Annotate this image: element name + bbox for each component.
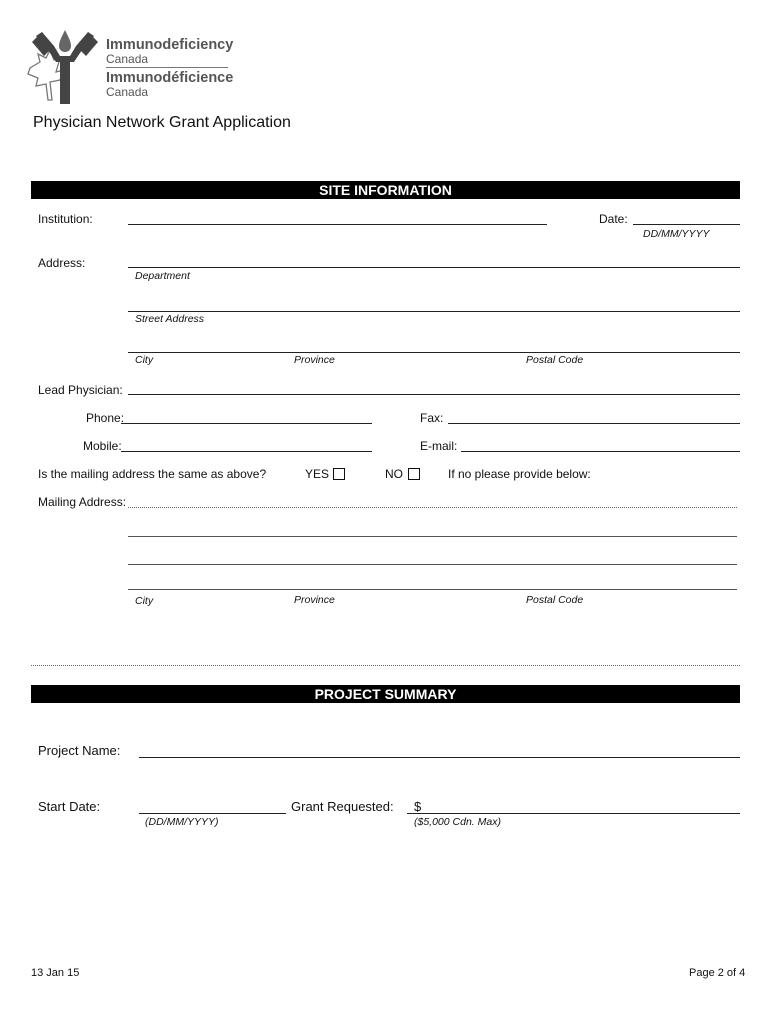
mailing-address-line-3[interactable] bbox=[128, 564, 737, 565]
dollar-sign: $ bbox=[414, 799, 422, 814]
phone-field[interactable] bbox=[121, 423, 372, 424]
section-header-project-summary: PROJECT SUMMARY bbox=[31, 685, 740, 703]
footer-page-number: Page 2 of 4 bbox=[689, 967, 746, 979]
logo-text-immunodeficience: Immunodéficience bbox=[106, 70, 234, 86]
mailing-same-question: Is the mailing address the same as above? bbox=[38, 467, 267, 481]
mailing-postal-code-hint: Postal Code bbox=[526, 594, 584, 606]
mailing-address-line-2[interactable] bbox=[128, 536, 737, 537]
grant-amount-field[interactable] bbox=[407, 813, 740, 814]
logo-text-canada-fr: Canada bbox=[106, 85, 149, 99]
mailing-address-label: Mailing Address: bbox=[38, 495, 127, 509]
email-field[interactable] bbox=[461, 451, 740, 452]
mobile-field[interactable] bbox=[121, 451, 372, 452]
grant-max-hint: ($5,000 Cdn. Max) bbox=[414, 816, 501, 828]
lead-physician-field[interactable] bbox=[128, 394, 740, 395]
lead-physician-label: Lead Physician: bbox=[38, 383, 123, 397]
mailing-address-line-4[interactable] bbox=[128, 589, 737, 590]
street-address-hint: Street Address bbox=[135, 313, 205, 325]
logo-text-immunodeficiency: Immunodeficiency bbox=[106, 37, 234, 53]
logo-text-canada-en: Canada bbox=[106, 52, 149, 66]
logo bbox=[26, 28, 236, 104]
fax-label: Fax: bbox=[420, 411, 444, 425]
date-label: Date: bbox=[599, 212, 628, 226]
address-label: Address: bbox=[38, 256, 86, 270]
footer-date: 13 Jan 15 bbox=[31, 967, 80, 979]
mailing-address-line-1[interactable] bbox=[128, 507, 737, 508]
province-hint: Province bbox=[294, 354, 335, 366]
mobile-label: Mobile: bbox=[83, 439, 122, 453]
no-checkbox[interactable] bbox=[408, 468, 420, 480]
immunodeficiency-logo-icon bbox=[26, 28, 106, 104]
project-name-label: Project Name: bbox=[38, 743, 121, 758]
date-format-hint: DD/MM/YYYY bbox=[643, 228, 710, 240]
phone-label: Phone: bbox=[86, 411, 125, 425]
section-divider bbox=[31, 665, 740, 666]
email-label: E-mail: bbox=[420, 439, 458, 453]
mailing-province-hint: Province bbox=[294, 594, 335, 606]
department-field[interactable] bbox=[128, 267, 740, 268]
street-address-field[interactable] bbox=[128, 311, 740, 312]
date-field[interactable] bbox=[633, 224, 740, 225]
mailing-city-hint: City bbox=[135, 595, 154, 607]
fax-field[interactable] bbox=[448, 423, 740, 424]
start-date-label: Start Date: bbox=[38, 799, 101, 814]
start-date-format-hint: (DD/MM/YYYY) bbox=[145, 816, 219, 828]
no-label: NO bbox=[385, 467, 403, 481]
grant-requested-label: Grant Requested: bbox=[291, 799, 394, 814]
institution-field[interactable] bbox=[128, 224, 547, 225]
department-hint: Department bbox=[135, 270, 190, 282]
project-name-field[interactable] bbox=[139, 757, 740, 758]
if-no-instruction: If no please provide below: bbox=[448, 467, 591, 481]
city-hint: City bbox=[135, 354, 154, 366]
city-province-postal-field[interactable] bbox=[128, 352, 740, 353]
yes-label: YES bbox=[305, 467, 330, 481]
postal-code-hint: Postal Code bbox=[526, 354, 584, 366]
section-header-site-information: SITE INFORMATION bbox=[31, 181, 740, 199]
document-title: Physician Network Grant Application bbox=[33, 114, 291, 131]
institution-label: Institution: bbox=[38, 212, 93, 226]
yes-checkbox[interactable] bbox=[333, 468, 345, 480]
start-date-field[interactable] bbox=[139, 813, 286, 814]
logo-divider bbox=[106, 67, 228, 68]
